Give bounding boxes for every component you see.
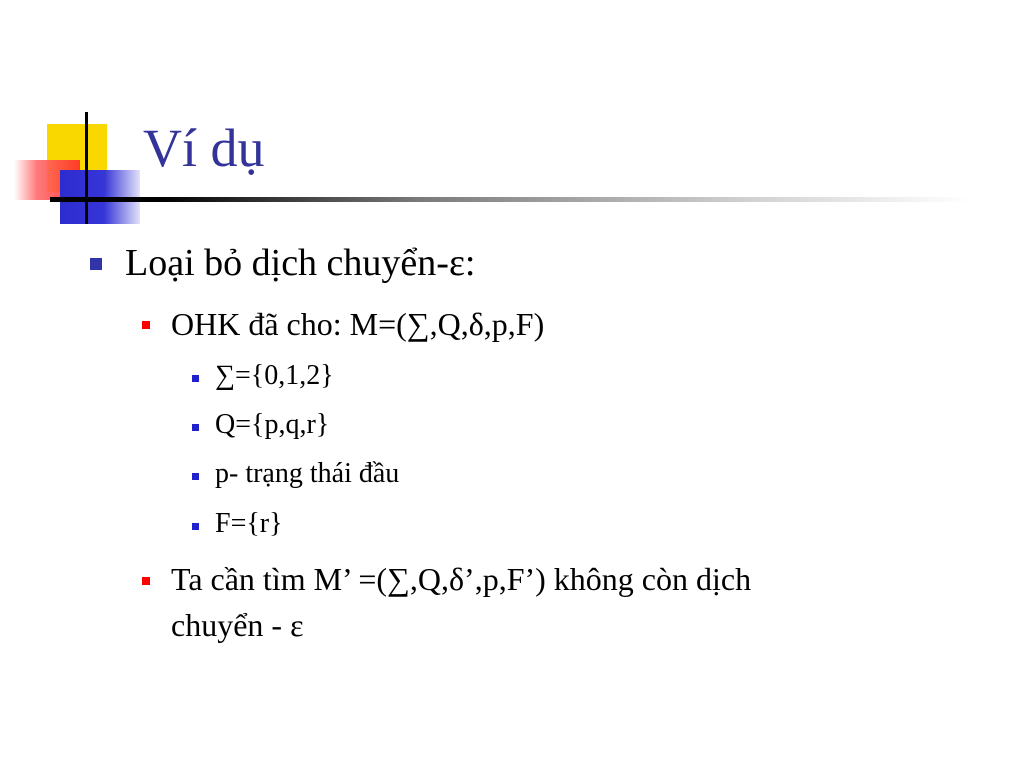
level2-text: OHK đã cho: M=(∑,Q,δ,p,F) — [171, 306, 545, 342]
slide-title: Ví dụ — [143, 118, 265, 178]
level3-item: Q={p,q,r} — [215, 409, 330, 440]
bullet-square-icon — [142, 577, 150, 585]
bullet-square-icon — [192, 424, 199, 431]
level2-text-line1: Ta cần tìm M’ =(∑,Q,δ’,p,F’) không còn dịch — [171, 561, 752, 597]
bullet-square-icon — [90, 258, 102, 270]
level3-item: F={r} — [215, 508, 283, 539]
bullet-square-icon — [192, 473, 199, 480]
bullet-square-icon — [142, 321, 150, 329]
level1-text: Loại bỏ dịch chuyển-ε: — [125, 242, 476, 284]
level2-text-line2: chuyển - ε — [171, 607, 304, 643]
bullet-square-icon — [192, 375, 199, 382]
title-underline — [50, 197, 970, 202]
ornament-vertical-line — [85, 112, 88, 224]
level3-item: p- trạng thái đầu — [215, 458, 400, 489]
bullet-square-icon — [192, 523, 199, 530]
level3-item: ∑={0,1,2} — [215, 360, 334, 391]
